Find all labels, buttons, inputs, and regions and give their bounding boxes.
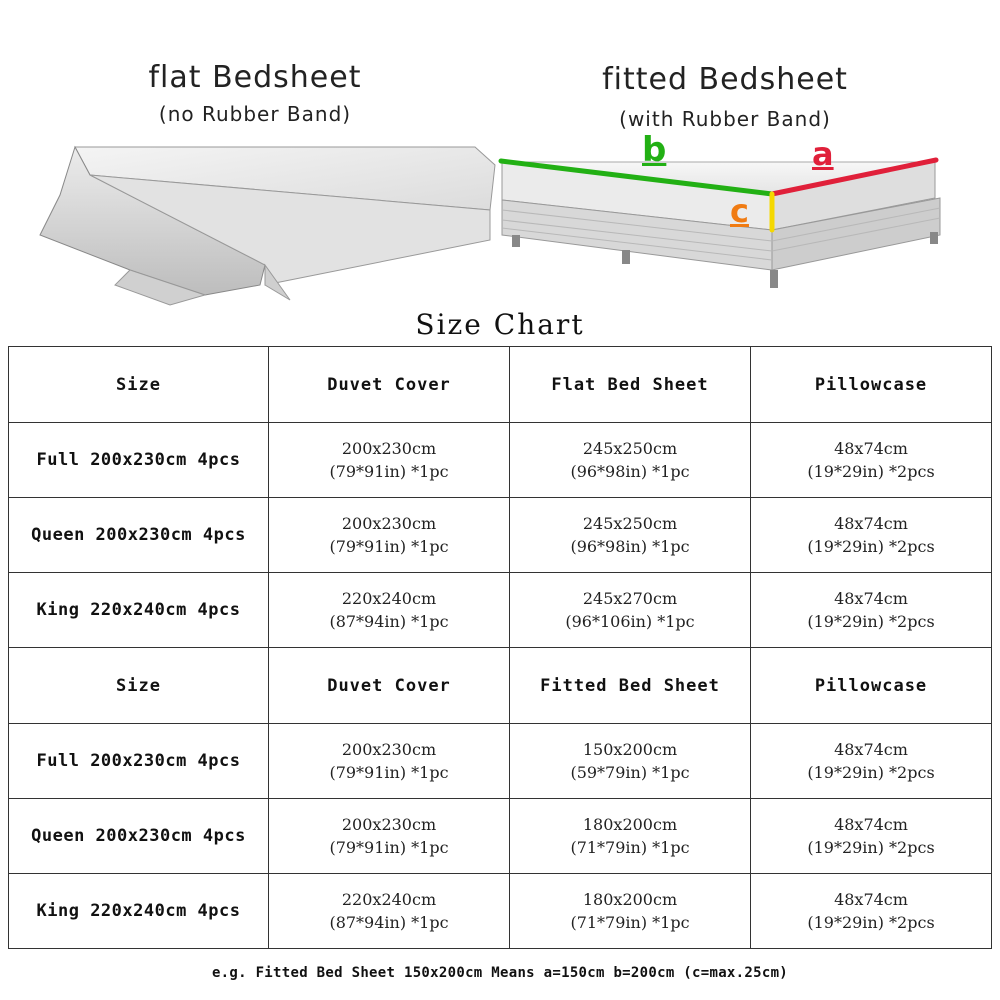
size-cell: King 220x240cm 4pcs	[9, 874, 269, 949]
flat-bedsheet-title: flat Bedsheet	[148, 60, 362, 95]
pillow-inch-value: (19*29in) *2pcs	[807, 763, 935, 782]
flat-bedsheet-subtitle: (no Rubber Band)	[158, 102, 352, 126]
sheet-cm-value: 150x200cm	[582, 740, 678, 759]
sheet-cm-value: 180x200cm	[582, 890, 678, 909]
size-cell: King 220x240cm 4pcs	[9, 573, 269, 648]
column-header: Size	[9, 648, 269, 724]
duvet-cell	[269, 498, 510, 573]
pillow-cell	[751, 423, 992, 498]
duvet-cell	[269, 423, 510, 498]
sheet-cm-value: 245x250cm	[582, 514, 678, 533]
sheet-cell	[510, 498, 751, 573]
dimension-lines	[495, 150, 945, 240]
size-cell: Queen 200x230cm 4pcs	[9, 498, 269, 573]
duvet-cm-value: 220x240cm	[341, 890, 437, 909]
sheet-cell	[510, 724, 751, 799]
sheet-cell	[510, 799, 751, 874]
duvet-cm-value: 220x240cm	[341, 589, 437, 608]
pillow-cm-value: 48x74cm	[834, 439, 908, 458]
table-row	[9, 423, 992, 498]
fitted-bedsheet-subtitle: (with Rubber Band)	[619, 107, 831, 131]
sheet-inch-value: (71*79in) *1pc	[570, 838, 690, 857]
duvet-inch-value: (79*91in) *1pc	[329, 462, 449, 481]
pillow-cm-value: 48x74cm	[834, 815, 908, 834]
table-header-row	[9, 648, 992, 724]
pillow-cell	[751, 724, 992, 799]
size-cell: Full 200x230cm 4pcs	[9, 724, 269, 799]
sheet-inch-value: (96*98in) *1pc	[570, 462, 690, 481]
dimension-b-label: b	[642, 130, 667, 170]
column-header: Pillowcase	[751, 347, 992, 423]
duvet-cell	[269, 799, 510, 874]
sheet-inch-value: (96*106in) *1pc	[565, 612, 695, 631]
table-row	[9, 874, 992, 949]
duvet-inch-value: (79*91in) *1pc	[329, 763, 449, 782]
duvet-cell	[269, 573, 510, 648]
sheet-inch-value: (96*98in) *1pc	[570, 537, 690, 556]
pillow-cell	[751, 573, 992, 648]
pillow-inch-value: (19*29in) *2pcs	[807, 913, 935, 932]
pillow-inch-value: (19*29in) *2pcs	[807, 612, 935, 631]
duvet-cm-value: 200x230cm	[341, 740, 437, 759]
duvet-cm-value: 200x230cm	[341, 439, 437, 458]
duvet-cm-value: 200x230cm	[341, 815, 437, 834]
fitted-bedsheet-title: fitted Bedsheet	[602, 62, 848, 97]
sheet-cm-value: 245x270cm	[582, 589, 678, 608]
pillow-inch-value: (19*29in) *2pcs	[807, 537, 935, 556]
dimension-c-label: c	[730, 192, 749, 230]
column-header: Duvet Cover	[269, 648, 510, 724]
duvet-cell	[269, 724, 510, 799]
column-header: Duvet Cover	[269, 347, 510, 423]
sheet-inch-value: (71*79in) *1pc	[570, 913, 690, 932]
pillow-cm-value: 48x74cm	[834, 890, 908, 909]
table-row	[9, 573, 992, 648]
table-row	[9, 799, 992, 874]
column-header: Size	[9, 347, 269, 423]
size-cell: Queen 200x230cm 4pcs	[9, 799, 269, 874]
sheet-cm-value: 245x250cm	[582, 439, 678, 458]
dimension-a-label: a	[812, 135, 834, 173]
sheet-cell	[510, 423, 751, 498]
pillow-cell	[751, 498, 992, 573]
pillow-inch-value: (19*29in) *2pcs	[807, 462, 935, 481]
duvet-inch-value: (87*94in) *1pc	[329, 913, 449, 932]
table-header-row	[9, 347, 992, 423]
dimension-a-line	[772, 160, 936, 194]
column-header: Flat Bed Sheet	[510, 347, 751, 423]
sheet-cm-value: 180x200cm	[582, 815, 678, 834]
pillow-cm-value: 48x74cm	[834, 740, 908, 759]
pillow-inch-value: (19*29in) *2pcs	[807, 838, 935, 857]
sheet-inch-value: (59*79in) *1pc	[570, 763, 690, 782]
duvet-inch-value: (79*91in) *1pc	[329, 537, 449, 556]
pillow-cell	[751, 874, 992, 949]
table-row	[9, 724, 992, 799]
flat-bedsheet-illustration	[20, 135, 500, 310]
size-cell: Full 200x230cm 4pcs	[9, 423, 269, 498]
duvet-inch-value: (79*91in) *1pc	[329, 838, 449, 857]
duvet-cell	[269, 874, 510, 949]
pillow-cm-value: 48x74cm	[834, 514, 908, 533]
pillow-cell	[751, 799, 992, 874]
size-chart-table	[8, 346, 992, 949]
table-row	[9, 498, 992, 573]
size-footnote: e.g. Fitted Bed Sheet 150x200cm Means a=150cm b=200cm (c=max.25cm)	[211, 965, 789, 981]
pillow-cm-value: 48x74cm	[834, 589, 908, 608]
size-chart-title: Size Chart	[415, 308, 585, 341]
sheet-cell	[510, 874, 751, 949]
column-header: Fitted Bed Sheet	[510, 648, 751, 724]
sheet-cell	[510, 573, 751, 648]
duvet-cm-value: 200x230cm	[341, 514, 437, 533]
duvet-inch-value: (87*94in) *1pc	[329, 612, 449, 631]
column-header: Pillowcase	[751, 648, 992, 724]
dimension-b-line	[501, 161, 772, 194]
